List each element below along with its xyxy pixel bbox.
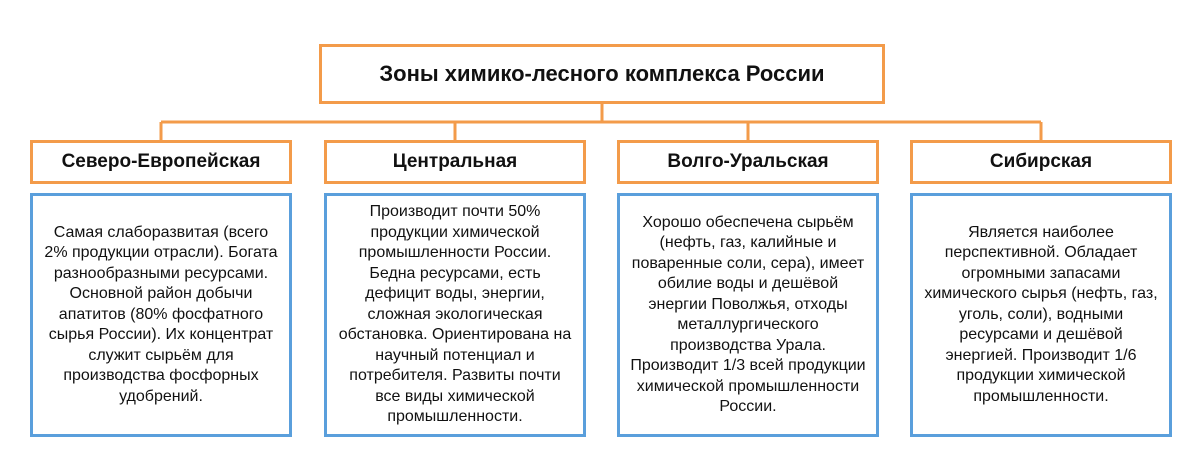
zone-description-central (324, 193, 586, 437)
zone-description-text: Является наиболее перспективной. Обладает огромными запасами химического сырья (нефть, газ, уголь, соли), водными ресурсами и дешёвой энергией. Производит 1/6 продукции химической промышленности. (924, 223, 1158, 405)
zone-description-north-european (30, 193, 292, 437)
zone-description-volga-ural (617, 193, 879, 437)
zone-description-siberian (910, 193, 1172, 437)
zone-description-text: Производит почти 50% продукции химической промышленности России. Бедна ресурсами, есть дефицит воды, энергии, сложная экологическая обстановка. Ориентирована на научный потенциал и потребителя. Развиты почти все виды химической промышленности. (338, 203, 572, 426)
zone-description-text: Самая слаборазвитая (всего 2% продукции отрасли). Богата разнообразными ресурсами. Основной район добычи апатитов (80% фосфатного сырья России). Их концентрат служит сырьём для производства фосфорных удобрений. (44, 223, 278, 405)
zone-description-text: Хорошо обеспечена сырьём (нефть, газ, калийные и поваренные соли, сера), имеет обилие воды и дешёвой энергии Поволжья, отходы металлургического производства Урала. Производит 1/3 всей продукции химической промышленности России. (630, 213, 866, 415)
diagram-title: Зоны химико-лесного комплекса России (319, 44, 885, 104)
zone-header-siberian: Сибирская (910, 140, 1172, 184)
zone-header-central: Центральная (324, 140, 586, 184)
zone-header-north-european: Северо-Европейская (30, 140, 292, 184)
zone-header-volga-ural: Волго-Уральская (617, 140, 879, 184)
